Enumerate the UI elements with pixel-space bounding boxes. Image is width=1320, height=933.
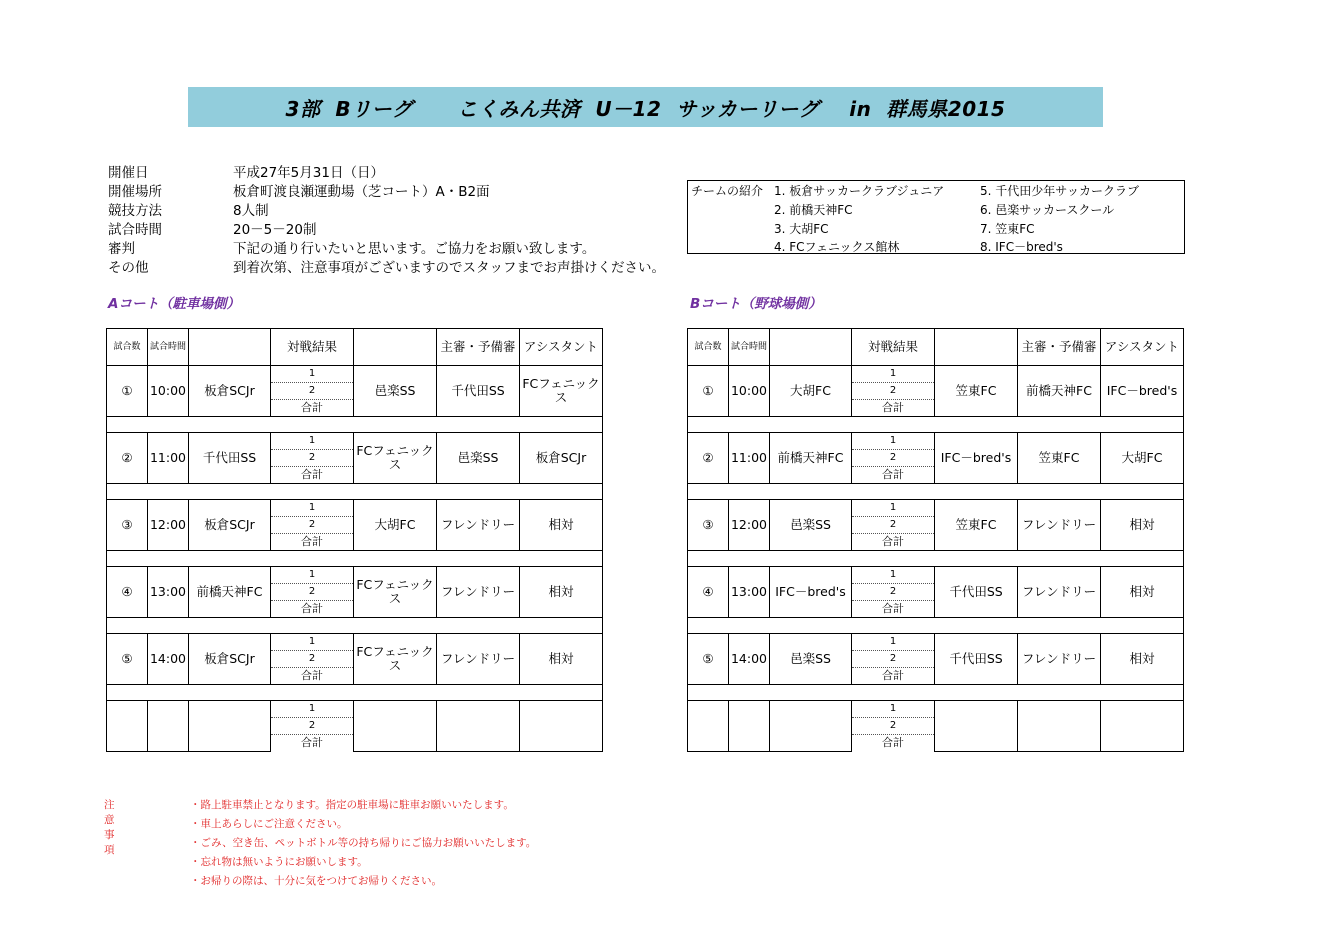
match-time: 14:00 (729, 634, 770, 685)
spacer-cell (688, 618, 1184, 634)
match-time: 10:00 (729, 366, 770, 417)
referee (1018, 701, 1101, 752)
total-score: 合計 (271, 601, 354, 618)
spacer-cell (688, 417, 1184, 433)
court-a-title: Aコート（駐車場側） (108, 296, 240, 312)
table-row (688, 366, 1184, 383)
team-introduction-box (687, 180, 1185, 254)
referee: 千代田SS (437, 366, 520, 417)
team-item: 7. 笠東FC (980, 222, 1035, 236)
second-half-score: 2 (852, 718, 935, 735)
referee: フレンドリー (437, 500, 520, 551)
spacer-cell (107, 685, 603, 701)
second-half-score: 2 (271, 450, 354, 467)
spacer-row (688, 551, 1184, 567)
assistant: 相対 (1101, 634, 1184, 685)
first-half-score: 1 (271, 701, 354, 718)
first-half-score: 1 (852, 567, 935, 584)
team-item: 6. 邑楽サッカースクール (980, 203, 1115, 217)
total-score: 合計 (852, 668, 935, 685)
home-team: 邑楽SS (770, 500, 852, 551)
match-no: ③ (107, 500, 148, 551)
home-team: 前橋天神FC (770, 433, 852, 484)
spacer-cell (107, 618, 603, 634)
second-half-score: 2 (271, 383, 354, 400)
match-no: ② (107, 433, 148, 484)
away-team: 笠東FC (935, 366, 1018, 417)
table-header-row (107, 329, 603, 366)
second-half-score: 2 (852, 517, 935, 534)
total-score: 合計 (852, 534, 935, 551)
table-row (107, 433, 603, 450)
match-time: 12:00 (148, 500, 189, 551)
table-row (107, 567, 603, 584)
match-no: ④ (107, 567, 148, 618)
header-match-no: 試合数 (688, 329, 729, 366)
header-assistant: アシスタント (520, 329, 603, 366)
second-half-score: 2 (852, 450, 935, 467)
spacer-cell (688, 685, 1184, 701)
spacer-cell (107, 417, 603, 433)
match-no: ⑤ (688, 634, 729, 685)
spacer-cell (688, 551, 1184, 567)
match-no (688, 701, 729, 752)
info-label: その他 (108, 259, 149, 276)
total-score: 合計 (852, 735, 935, 752)
total-score: 合計 (271, 400, 354, 417)
spacer-cell (107, 484, 603, 500)
spacer-row (107, 551, 603, 567)
home-team: 千代田SS (189, 433, 271, 484)
info-label: 競技方法 (108, 202, 162, 219)
spacer-row (688, 618, 1184, 634)
first-half-score: 1 (271, 634, 354, 651)
match-time: 12:00 (729, 500, 770, 551)
spacer-row (107, 484, 603, 500)
away-team: FCフェニックス (354, 433, 437, 484)
total-score: 合計 (271, 668, 354, 685)
table-row (688, 433, 1184, 450)
referee (437, 701, 520, 752)
note-item: ・お帰りの際は、十分に気をつけてお帰りください。 (190, 875, 442, 887)
spacer-row (688, 417, 1184, 433)
referee: 邑楽SS (437, 433, 520, 484)
assistant (1101, 701, 1184, 752)
spacer-row (107, 417, 603, 433)
note-item: ・ごみ、空き缶、ペットボトル等の持ち帰りにご協力お願いいたします。 (190, 837, 537, 849)
header-home (189, 329, 271, 366)
total-score: 合計 (271, 467, 354, 484)
home-team: IFC－bred's (770, 567, 852, 618)
away-team (354, 701, 437, 752)
total-score: 合計 (852, 601, 935, 618)
match-time: 13:00 (729, 567, 770, 618)
court-b-title: Bコート（野球場側） (690, 296, 822, 312)
referee: 笠東FC (1018, 433, 1101, 484)
spacer-row (688, 685, 1184, 701)
away-team: 大胡FC (354, 500, 437, 551)
team-item: 3. 大胡FC (774, 222, 829, 236)
first-half-score: 1 (271, 366, 354, 383)
referee: 前橋天神FC (1018, 366, 1101, 417)
note-item: ・忘れ物は無いようにお願いします。 (190, 856, 368, 868)
referee: フレンドリー (1018, 567, 1101, 618)
assistant: 相対 (520, 567, 603, 618)
match-time: 13:00 (148, 567, 189, 618)
assistant: 相対 (520, 500, 603, 551)
total-score: 合計 (852, 400, 935, 417)
match-no: ① (107, 366, 148, 417)
first-half-score: 1 (271, 567, 354, 584)
header-referee: 主審・予備審 (437, 329, 520, 366)
note-item: ・車上あらしにご注意ください。 (190, 818, 348, 830)
header-assistant: アシスタント (1101, 329, 1184, 366)
second-half-score: 2 (271, 584, 354, 601)
match-time: 10:00 (148, 366, 189, 417)
away-team: 千代田SS (935, 634, 1018, 685)
first-half-score: 1 (852, 433, 935, 450)
info-value: 下記の通り行いたいと思います。ご協力をお願い致します。 (233, 240, 596, 257)
info-value: 20－5－20制 (233, 221, 317, 238)
info-label: 試合時間 (108, 221, 162, 238)
team-item: 8. IFC－bred's (980, 240, 1063, 254)
referee: フレンドリー (1018, 500, 1101, 551)
table-row (688, 500, 1184, 517)
note-item: ・路上駐車禁止となります。指定の駐車場に駐車お願いいたします。 (190, 799, 514, 811)
table-row (107, 366, 603, 383)
info-label: 審判 (108, 240, 135, 257)
info-value: 到着次第、注意事項がございますのでスタッフまでお声掛けください。 (233, 259, 665, 276)
spacer-cell (688, 484, 1184, 500)
table-row (688, 634, 1184, 651)
header-match-time: 試合時間 (729, 329, 770, 366)
total-score: 合計 (271, 534, 354, 551)
away-team: 千代田SS (935, 567, 1018, 618)
table-row (688, 701, 1184, 718)
header-match-no: 試合数 (107, 329, 148, 366)
referee: フレンドリー (437, 634, 520, 685)
second-half-score: 2 (271, 718, 354, 735)
match-time (729, 701, 770, 752)
away-team: 邑楽SS (354, 366, 437, 417)
first-half-score: 1 (271, 433, 354, 450)
notes-label: 注意事項 (104, 799, 115, 856)
table-header-row (688, 329, 1184, 366)
header-home (770, 329, 852, 366)
second-half-score: 2 (852, 584, 935, 601)
away-team: FCフェニックス (354, 634, 437, 685)
info-label: 開催日 (108, 164, 149, 181)
first-half-score: 1 (852, 701, 935, 718)
assistant: 大胡FC (1101, 433, 1184, 484)
court-b-schedule-table (687, 328, 1184, 752)
header-match-time: 試合時間 (148, 329, 189, 366)
match-no: ⑤ (107, 634, 148, 685)
referee: フレンドリー (1018, 634, 1101, 685)
first-half-score: 1 (852, 634, 935, 651)
first-half-score: 1 (271, 500, 354, 517)
total-score: 合計 (852, 467, 935, 484)
team-intro-label: チームの紹介 (691, 184, 764, 198)
away-team: FCフェニックス (354, 567, 437, 618)
first-half-score: 1 (852, 366, 935, 383)
home-team (189, 701, 271, 752)
team-item: 5. 千代田少年サッカークラブ (980, 184, 1140, 198)
match-time: 14:00 (148, 634, 189, 685)
second-half-score: 2 (852, 383, 935, 400)
spacer-cell (107, 551, 603, 567)
info-value: 板倉町渡良瀬運動場（芝コート）A・B2面 (233, 183, 490, 200)
header-referee: 主審・予備審 (1018, 329, 1101, 366)
info-value: 平成27年5月31日（日） (233, 164, 384, 181)
team-item: 2. 前橋天神FC (774, 203, 853, 217)
home-team (770, 701, 852, 752)
table-row (107, 701, 603, 718)
match-time: 11:00 (148, 433, 189, 484)
match-no: ② (688, 433, 729, 484)
match-no: ③ (688, 500, 729, 551)
second-half-score: 2 (271, 651, 354, 668)
header-result: 対戦結果 (852, 329, 935, 366)
info-label: 開催場所 (108, 183, 162, 200)
second-half-score: 2 (271, 517, 354, 534)
total-score: 合計 (271, 735, 354, 752)
home-team: 大胡FC (770, 366, 852, 417)
assistant: 板倉SCJr (520, 433, 603, 484)
home-team: 板倉SCJr (189, 500, 271, 551)
header-away (935, 329, 1018, 366)
court-a-schedule-table (106, 328, 603, 752)
page-title: 3部 Bリーグ こくみん共済 U－12 サッカーリーグ in 群馬県2015 (188, 87, 1103, 127)
away-team (935, 701, 1018, 752)
assistant: IFC－bred's (1101, 366, 1184, 417)
match-time: 11:00 (729, 433, 770, 484)
spacer-row (107, 618, 603, 634)
first-half-score: 1 (852, 500, 935, 517)
assistant: 相対 (1101, 567, 1184, 618)
home-team: 前橋天神FC (189, 567, 271, 618)
second-half-score: 2 (852, 651, 935, 668)
team-item: 4. FCフェニックス館林 (774, 240, 900, 254)
away-team: IFC－bred's (935, 433, 1018, 484)
event-info (108, 161, 665, 275)
spacer-row (107, 685, 603, 701)
info-value: 8人制 (233, 202, 269, 219)
home-team: 邑楽SS (770, 634, 852, 685)
match-no: ① (688, 366, 729, 417)
referee: フレンドリー (437, 567, 520, 618)
header-result: 対戦結果 (271, 329, 354, 366)
team-item: 1. 板倉サッカークラブジュニア (774, 184, 945, 198)
table-row (107, 500, 603, 517)
spacer-row (688, 484, 1184, 500)
away-team: 笠東FC (935, 500, 1018, 551)
match-time (148, 701, 189, 752)
match-no (107, 701, 148, 752)
assistant: 相対 (520, 634, 603, 685)
assistant: 相対 (1101, 500, 1184, 551)
assistant: FCフェニックス (520, 366, 603, 417)
home-team: 板倉SCJr (189, 366, 271, 417)
header-away (354, 329, 437, 366)
table-row (107, 634, 603, 651)
home-team: 板倉SCJr (189, 634, 271, 685)
match-no: ④ (688, 567, 729, 618)
assistant (520, 701, 603, 752)
table-row (688, 567, 1184, 584)
